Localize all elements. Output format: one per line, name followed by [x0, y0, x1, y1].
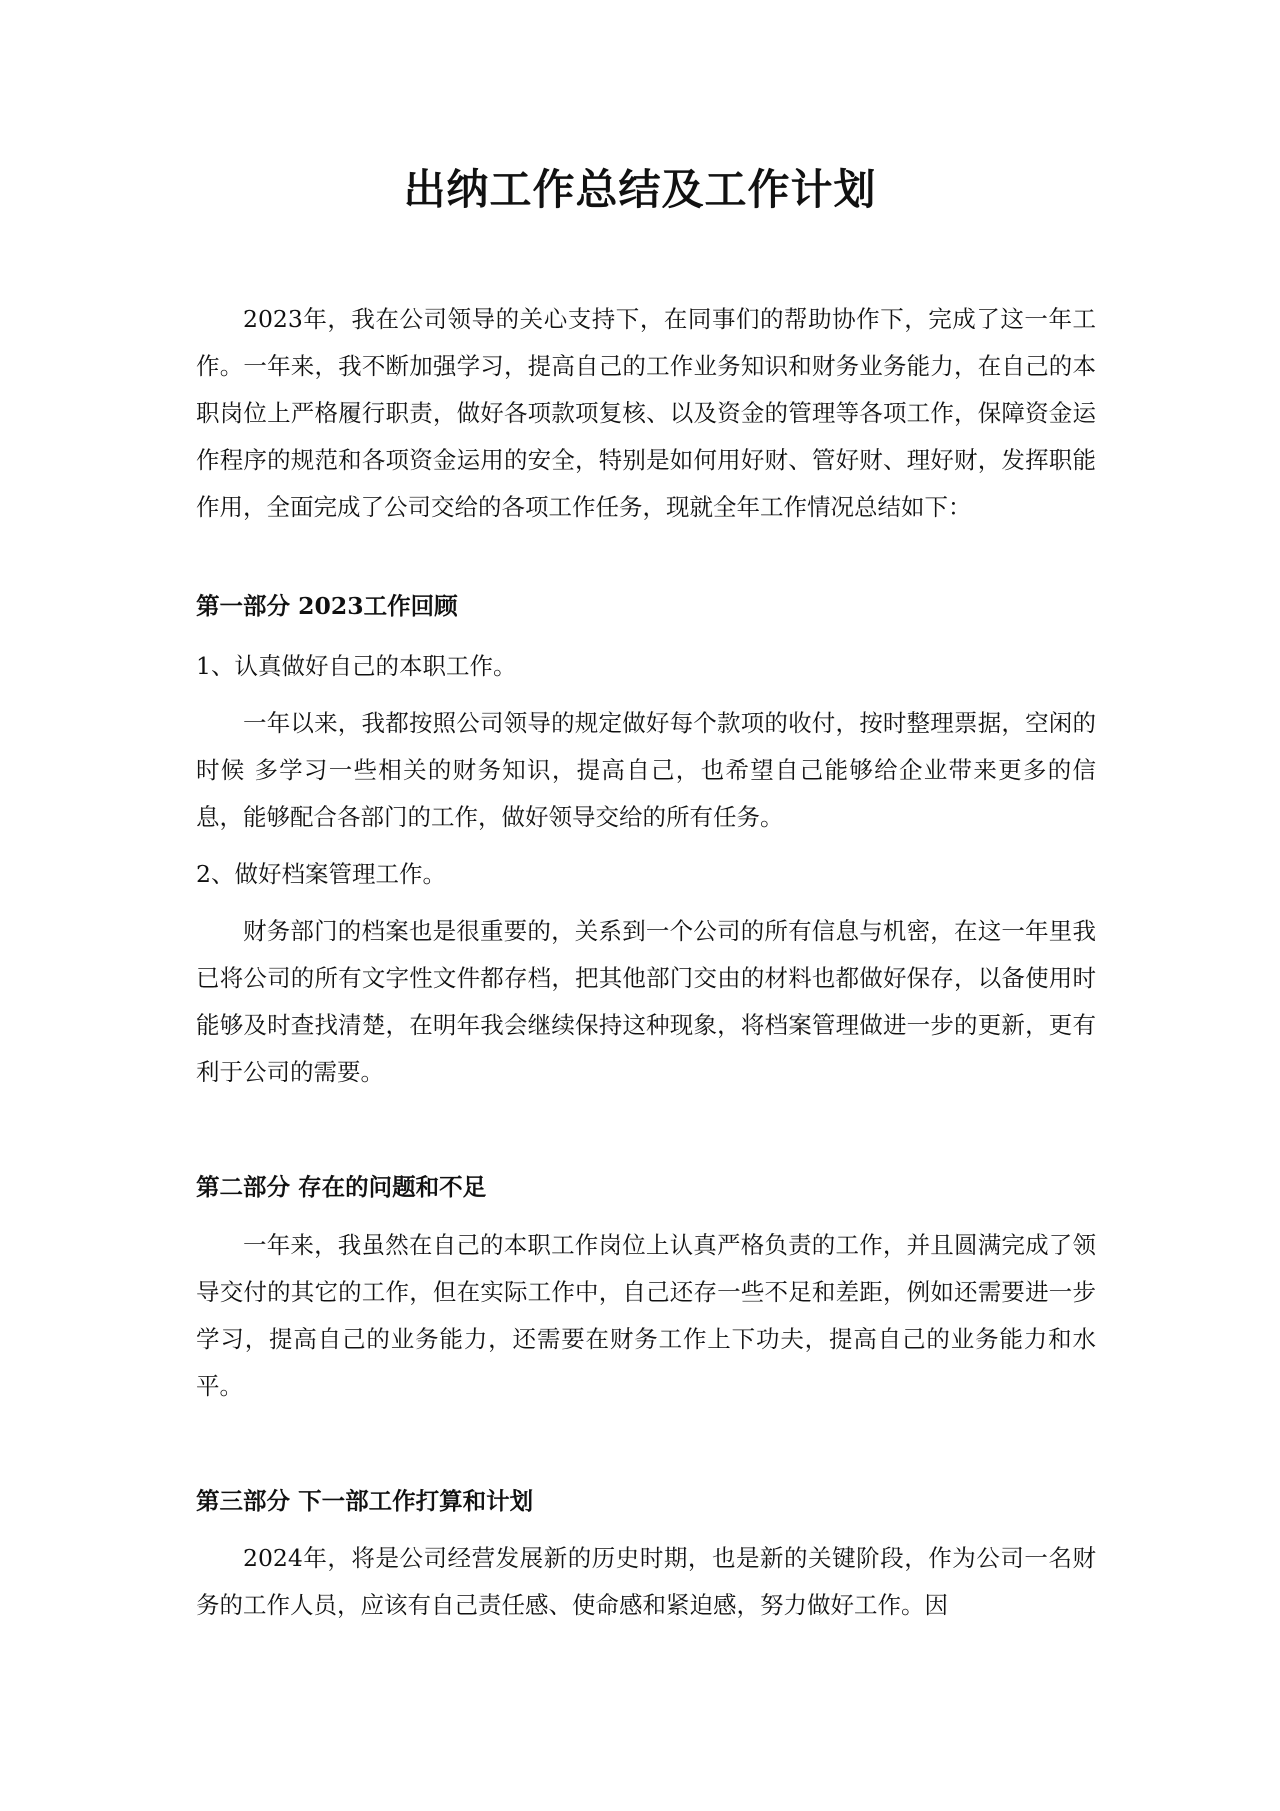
part2-paragraph: 一年来，我虽然在自己的本职工作岗位上认真严格负责的工作，并且圆满完成了领导交付的其它的工作，但在实际工作中，自己还存一些不足和差距，例如还需要进一步学习，提高自己的业务能力，还需要在财务工作上下功夫，提高自己的业务能力和水平。	[196, 1231, 1096, 1400]
document-title: 出纳工作总结及工作计划	[403, 165, 877, 214]
section-heading-part3: 第三部分 下一部工作打算和计划	[196, 1487, 534, 1515]
item-heading-2: 2、做好档案管理工作。	[196, 860, 446, 888]
intro-paragraph: 2023年，我在公司领导的关心支持下，在同事们的帮助协作下，完成了这一年工作。一年来，我不断加强学习，提高自己的工作业务知识和财务业务能力，在自己的本职岗位上严格履行职责，做好各项款项复核、以及资金的管理等各项工作，保障资金运作程序的规范和各项资金运用的安全，特别是如何用好财、管好财、理好财，发挥职能作用，全面完成了公司交给的各项工作任务，现就全年工作情况总结如下：	[196, 305, 1096, 521]
item-paragraph-1: 一年以来，我都按照公司领导的规定做好每个款项的收付，按时整理票据，空闲的时候 多学习一些相关的财务知识，提高自己，也希望自己能够给企业带来更多的信息，能够配合各部门的工作，做好领导交给的所有任务。	[196, 709, 1096, 831]
item-paragraph-2: 财务部门的档案也是很重要的，关系到一个公司的所有信息与机密，在这一年里我已将公司的所有文字性文件都存档，把其他部门交由的材料也都做好保存，以备使用时能够及时查找清楚，在明年我会继续保持这种现象，将档案管理做进一步的更新，更有利于公司的需要。	[196, 917, 1096, 1086]
section-heading-part2: 第二部分 存在的问题和不足	[196, 1173, 487, 1201]
part3-paragraph: 2024年，将是公司经营发展新的历史时期，也是新的关键阶段，作为公司一名财务的工作人员，应该有自己责任感、使命感和紧迫感，努力做好工作。因	[196, 1544, 1096, 1619]
item-heading-1: 1、认真做好自己的本职工作。	[196, 652, 517, 680]
section-heading-part1: 第一部分 2023工作回顾	[196, 592, 458, 620]
